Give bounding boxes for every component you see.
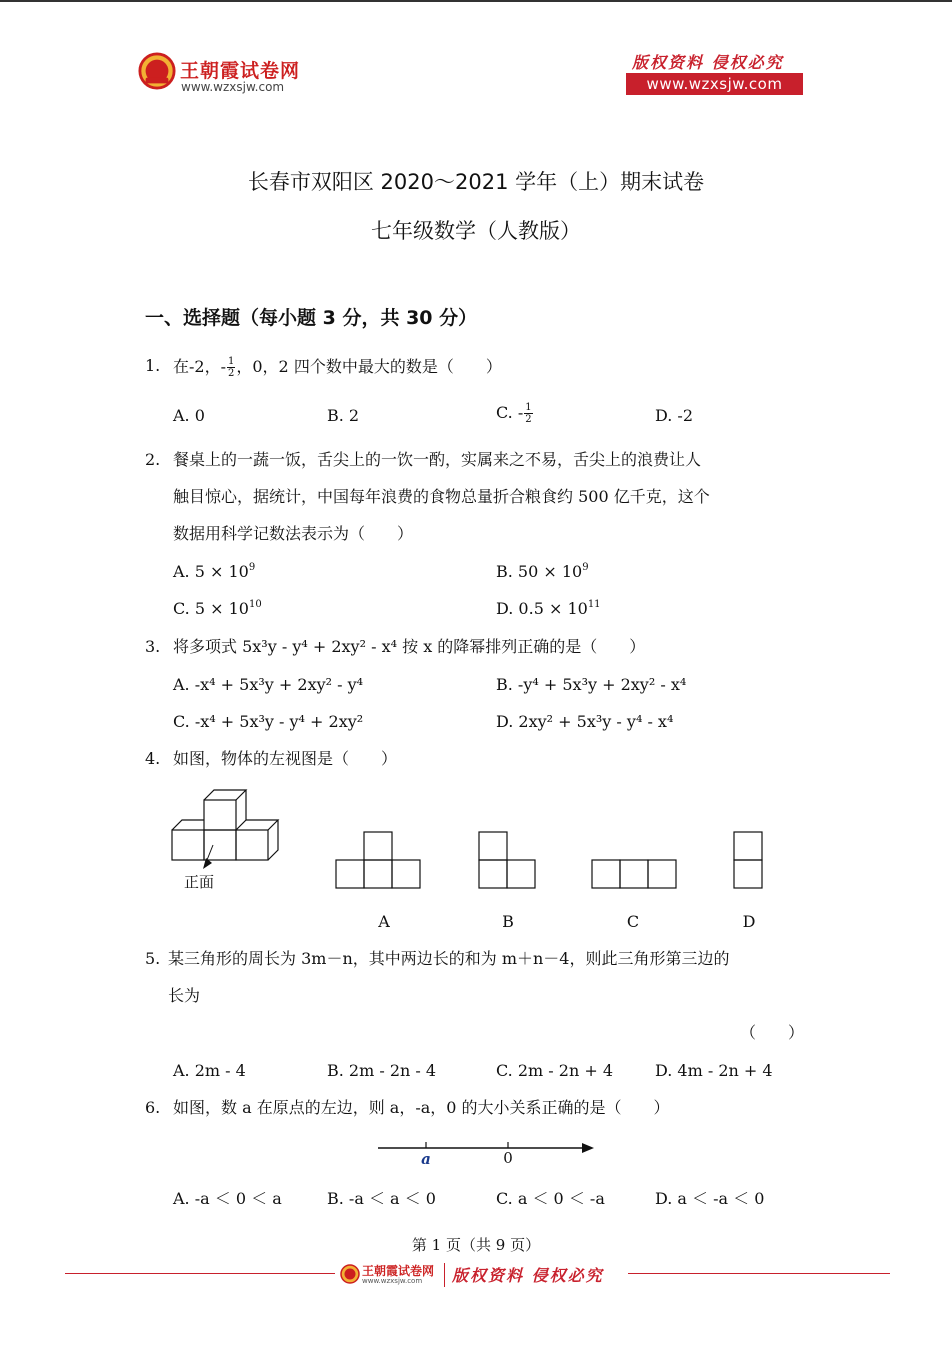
q4-label-b: B xyxy=(502,912,514,931)
q5-option-c: C. 2m - 2n + 4 xyxy=(496,1061,614,1080)
arrow-icon xyxy=(582,1143,594,1153)
q4-figure xyxy=(160,785,800,935)
q6-option-b: B. -a ＜ a ＜ 0 xyxy=(327,1189,436,1208)
footer-url: www.wzxsjw.com xyxy=(362,1277,423,1285)
page-number: 第 1 页（共 9 页） xyxy=(411,1236,541,1254)
fraction: $\frac{1}{2}$ xyxy=(228,356,235,379)
fraction: $\frac{1}{2}$ xyxy=(525,402,532,425)
q4-view-a xyxy=(336,832,420,888)
question-4-number: 4. xyxy=(145,749,161,768)
question-3-stem: 将多项式 5x³y - y⁴ + 2xy² - x⁴ 按 x 的降幂排列正确的是（ ） xyxy=(173,637,646,656)
q4-label-c: C xyxy=(626,912,640,931)
question-4-stem: 如图，物体的左视图是（ ） xyxy=(173,749,398,768)
q6-option-d: D. a ＜ -a ＜ 0 xyxy=(655,1189,765,1208)
q2-option-a: A. $5 \times 10^9$ xyxy=(173,562,256,581)
rights-notice: 版权资料 侵权必究 xyxy=(632,53,784,72)
footer-separator xyxy=(444,1263,445,1287)
q5-option-a: A. 2m - 4 xyxy=(173,1061,246,1080)
q4-label-d: D xyxy=(742,912,756,931)
footer-brand: 王朝霞试卷网 xyxy=(362,1264,435,1278)
question-2-line-3: 数据用科学记数法表示为（ ） xyxy=(173,524,414,543)
question-5-number: 5. xyxy=(145,949,161,968)
q3-option-c: C. -x⁴ + 5x³y - y⁴ + 2xy² xyxy=(173,712,364,731)
q5-option-b: B. 2m - 2n - 4 xyxy=(327,1061,437,1080)
label-zero: 0 xyxy=(503,1149,513,1167)
question-1-number: 1. xyxy=(145,356,161,375)
q6-option-a: A. -a ＜ 0 ＜ a xyxy=(173,1189,282,1208)
question-5-line-2: 长为 xyxy=(168,986,201,1005)
question-6-stem: 如图，数 a 在原点的左边，则 a，-a，0 的大小关系正确的是（ ） xyxy=(173,1098,670,1117)
q3-option-b: B. -y⁴ + 5x³y + 2xy² - x⁴ xyxy=(496,675,687,694)
question-2-line-1: 餐桌上的一蔬一饭，舌尖上的一饮一酌，实属来之不易，舌尖上的浪费让人 xyxy=(173,450,702,469)
footer-rights: 版权资料 侵权必究 xyxy=(452,1266,604,1285)
url-banner: www.wzxsjw.com xyxy=(626,73,803,95)
question-3-number: 3. xyxy=(145,637,161,656)
q6-option-c: C. a ＜ 0 ＜ -a xyxy=(496,1189,605,1208)
question-6-number: 6. xyxy=(145,1098,161,1117)
q4-3d-object xyxy=(172,790,278,865)
exam-title: 长春市双阳区 2020～2021 学年（上）期末试卷 xyxy=(247,170,705,194)
q4-view-b xyxy=(479,832,535,888)
q2-option-c: C. $5 \times 10^{10}$ xyxy=(173,599,262,618)
section-heading: 一、选择题（每小题 3 分，共 30 分） xyxy=(145,307,478,329)
brand-name: 王朝霞试卷网 xyxy=(180,60,301,82)
exam-subtitle: 七年级数学（人教版） xyxy=(371,219,581,243)
q4-label-a: A xyxy=(378,912,390,931)
q1-option-d: D. -2 xyxy=(655,406,694,425)
footer-rule-left xyxy=(65,1273,335,1274)
q1-option-b: B. 2 xyxy=(327,406,360,425)
footer-rule-right xyxy=(628,1273,890,1274)
q2-option-d: D. $0.5 \times 10^{11}$ xyxy=(496,599,601,618)
question-2-number: 2. xyxy=(145,450,161,469)
top-border xyxy=(0,0,952,2)
number-line xyxy=(370,1133,600,1171)
question-5-line-1: 某三角形的周长为 3m－n，其中两边长的和为 m＋n－4，则此三角形第三边的 xyxy=(168,949,730,968)
question-2-line-2: 触目惊心，据统计，中国每年浪费的食物总量折合粮食约 500 亿千克，这个 xyxy=(173,487,710,506)
brand-logo-icon xyxy=(138,52,176,90)
label-a: a xyxy=(421,1150,431,1168)
q3-option-a: A. -x⁴ + 5x³y + 2xy² - y⁴ xyxy=(173,675,364,694)
q1-option-c: C. - $\frac{1}{2}$ xyxy=(496,402,532,425)
q1-option-a: A. 0 xyxy=(173,406,205,425)
question-5-answer-paren: （ ） xyxy=(740,1023,805,1042)
q5-option-d: D. 4m - 2n + 4 xyxy=(655,1061,773,1080)
footer-logo-icon xyxy=(340,1264,360,1284)
front-label: 正面 xyxy=(184,873,215,891)
q4-view-c xyxy=(592,860,676,888)
q4-view-d xyxy=(734,832,762,888)
q3-option-d: D. 2xy² + 5x³y - y⁴ - x⁴ xyxy=(496,712,674,731)
brand-url: www.wzxsjw.com xyxy=(181,80,285,94)
q2-option-b: B. $50 \times 10^9$ xyxy=(496,562,589,581)
question-1-stem: 在-2，- $\frac{1}{2}$ ，0，2 四个数中最大的数是（ ） xyxy=(173,356,502,379)
